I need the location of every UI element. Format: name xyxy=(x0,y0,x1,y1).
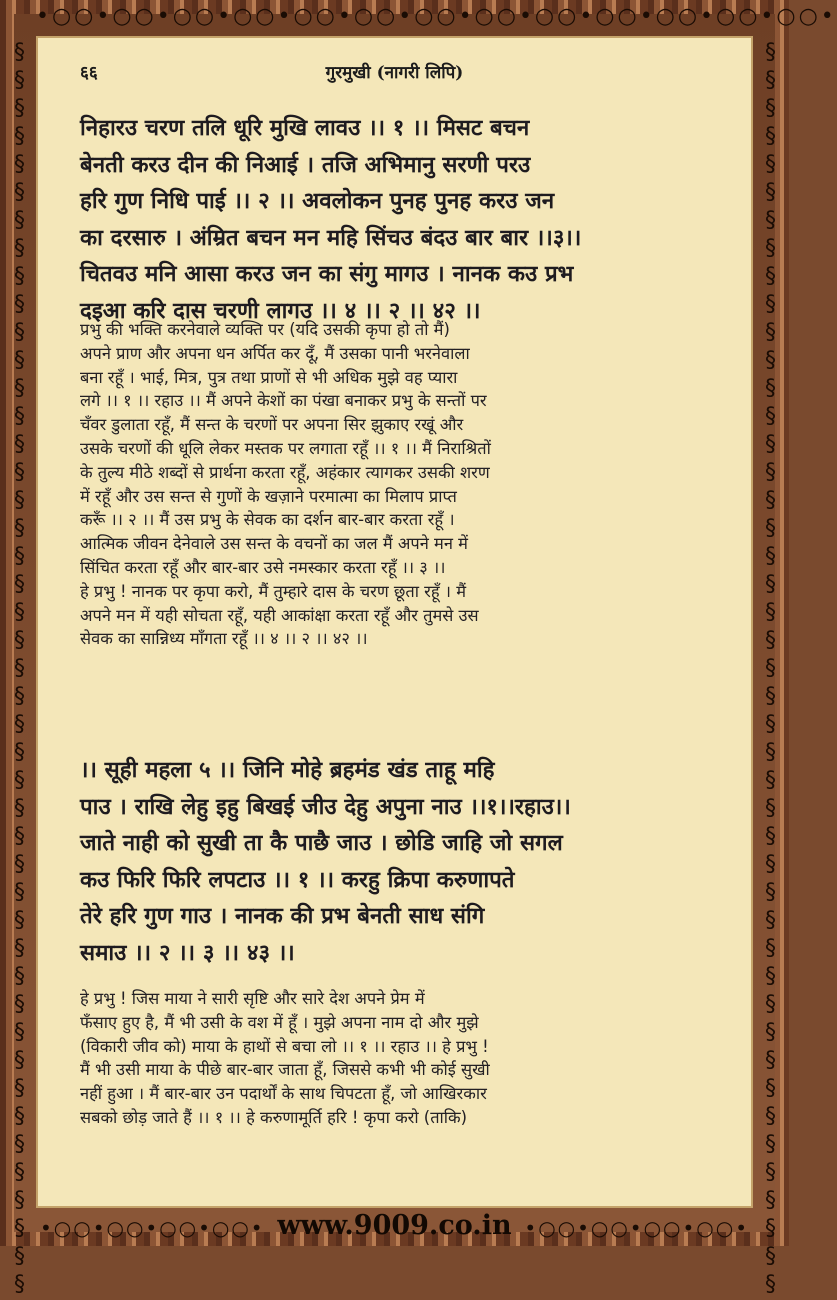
verse-line: तेरे हरि गुण गाउ । नानक की प्रभ बेनती साध संगि xyxy=(80,903,485,929)
translation-line: के तुल्य मीठे शब्दों से प्रार्थना करता रहूँ, अहंकार त्यागकर उसकी शरण xyxy=(80,462,490,482)
verse-line: ।। सूही महला ५ ।। जिनि मोहे ब्रहमंड खंड ताहू महि xyxy=(80,757,495,783)
translation-line: हे प्रभु ! जिस माया ने सारी सृष्टि और सारे देश अपने प्रेम में xyxy=(80,989,425,1008)
translation-line: फँसाए हुए है, मैं भी उसी के वश में हूँ । मुझे अपना नाम दो और मुझे xyxy=(80,1012,479,1032)
gurbani-verse-1 xyxy=(80,110,730,329)
translation-line: बना रहूँ । भाई, मित्र, पुत्र तथा प्राणों से भी अधिक मुझे वह प्यारा xyxy=(80,367,458,387)
footer-ornament-right: •○○•○○•○○•○○• xyxy=(524,1216,749,1240)
translation-line: प्रभु की भक्ति करनेवाले व्यक्ति पर (यदि उसकी कृपा हो तो मैं) xyxy=(80,320,450,339)
translation-paragraph-2 xyxy=(80,987,728,1130)
website-url: www.9009.co.in xyxy=(277,1210,512,1241)
verse-line: पाउ । राखि लेहु इहु बिखई जीउ देहु अपुना नाउ ।।१।।रहाउ।। xyxy=(80,793,571,820)
translation-line: मैं भी उसी माया के पीछे बार-बार जाता हूँ, जिससे कभी भी कोई सुखी xyxy=(80,1060,490,1080)
page-number: ६६ xyxy=(80,63,98,83)
translation-line: अपने मन में यही सोचता रहूँ, यही आकांक्षा करता रहूँ और तुमसे उस xyxy=(80,605,479,625)
translation-line: सिंचित करता रहूँ और बार-बार उसे नमस्कार करता रहूँ ।। ३ ।। xyxy=(80,557,446,577)
translation-line: उसके चरणों की धूलि लेकर मस्तक पर लगाता रहूँ ।। १ ।। मैं निराश्रितों xyxy=(80,438,491,458)
page-footer xyxy=(0,1208,789,1246)
left-border-ornament: §§§§§§§§§§§§§§§§§§§§§§§§§§§§§§§§§§§§§§§§§§§§§ xyxy=(7,40,32,1300)
translation-line: नहीं हुआ । मैं बार-बार उन पदार्थों के साथ चिपटता हूँ, जो आखिरकार xyxy=(80,1084,487,1104)
page-header xyxy=(36,54,753,84)
footer-ornament-left: •○○•○○•○○•○○• xyxy=(40,1216,265,1240)
translation-line: सबको छोड़ जाते हैं ।। १ ।। हे करुणामूर्ति हरि ! कृपा करो (ताकि) xyxy=(80,1107,468,1127)
verse-line: का दरसारु । अंम्रित बचन मन महि सिंचउ बंदउ बार बार ।।३।। xyxy=(80,224,582,251)
translation-line: (विकारी जीव को) माया के हाथों से बचा लो ।। १ ।। रहाउ ।। हे प्रभु ! xyxy=(80,1036,489,1056)
translation-paragraph-1 xyxy=(80,318,728,651)
verse-line: निहारउ चरण तलि धूरि मुखि लावउ ।। १ ।। मिसट बचन xyxy=(80,115,530,141)
verse-line: दइआ करि दास चरणी लागउ ।। ४ ।। २ ।। ४२ ।। xyxy=(80,297,481,324)
scripture-page xyxy=(36,36,753,1208)
verse-line: बेनती करउ दीन की निआई । तजि अभिमानु सरणी परउ xyxy=(80,151,531,178)
verse-line: हरि गुण निधि पाई ।। २ ।। अवलोकन पुनह पुनह करउ जन xyxy=(80,188,555,214)
translation-line: अपने प्राण और अपना धन अर्पित कर दूँ, मैं उसका पानी भरनेवाला xyxy=(80,343,470,363)
right-border-ornament: §§§§§§§§§§§§§§§§§§§§§§§§§§§§§§§§§§§§§§§§§§§§§ xyxy=(758,40,783,1300)
verse-line: जाते नाही को सुखी ता कै पाछै जाउ । छोडि जाहि जो सगल xyxy=(80,830,563,856)
verse-line: चितवउ मनि आसा करउ जन का संगु मागउ । नानक कउ प्रभ xyxy=(80,261,574,287)
translation-line: लगे ।। १ ।। रहाउ ।। मैं अपने केशों का पंखा बनाकर प्रभु के सन्तों पर xyxy=(80,391,487,411)
gurbani-verse-2 xyxy=(80,752,730,971)
verse-line: कउ फिरि फिरि लपटाउ ।। १ ।। करहु क्रिपा करुणापते xyxy=(80,866,515,893)
translation-line: करूँ ।। २ ।। मैं उस प्रभु के सेवक का दर्शन बार-बार करता रहूँ । xyxy=(80,510,455,530)
translation-line: सेवक का सान्निध्य माँगता रहूँ ।। ४ ।। २ ।। ४२ ।। xyxy=(80,629,368,649)
top-border-ornament: •○○•○○•○○•○○•○○•○○•○○•○○•○○•○○•○○•○○•○○• xyxy=(36,4,837,29)
translation-line: में रहूँ और उस सन्त से गुणों के खज़ाने परमात्मा का मिलाप प्राप्त xyxy=(80,486,457,506)
verse-line: समाउ ।। २ ।। ३ ।। ४३ ।। xyxy=(80,939,295,966)
translation-line: चँवर डुलाता रहूँ, मैं सन्त के चरणों पर अपना सिर झुकाए रखूं और xyxy=(80,415,464,435)
translation-line: आत्मिक जीवन देनेवाले उस सन्त के वचनों का जल मैं अपने मन में xyxy=(80,534,468,554)
page-title: गुरमुखी (नागरी लिपि) xyxy=(325,63,464,83)
translation-line: हे प्रभु ! नानक पर कृपा करो, मैं तुम्हारे दास के चरण छूता रहूँ । मैं xyxy=(80,581,467,601)
